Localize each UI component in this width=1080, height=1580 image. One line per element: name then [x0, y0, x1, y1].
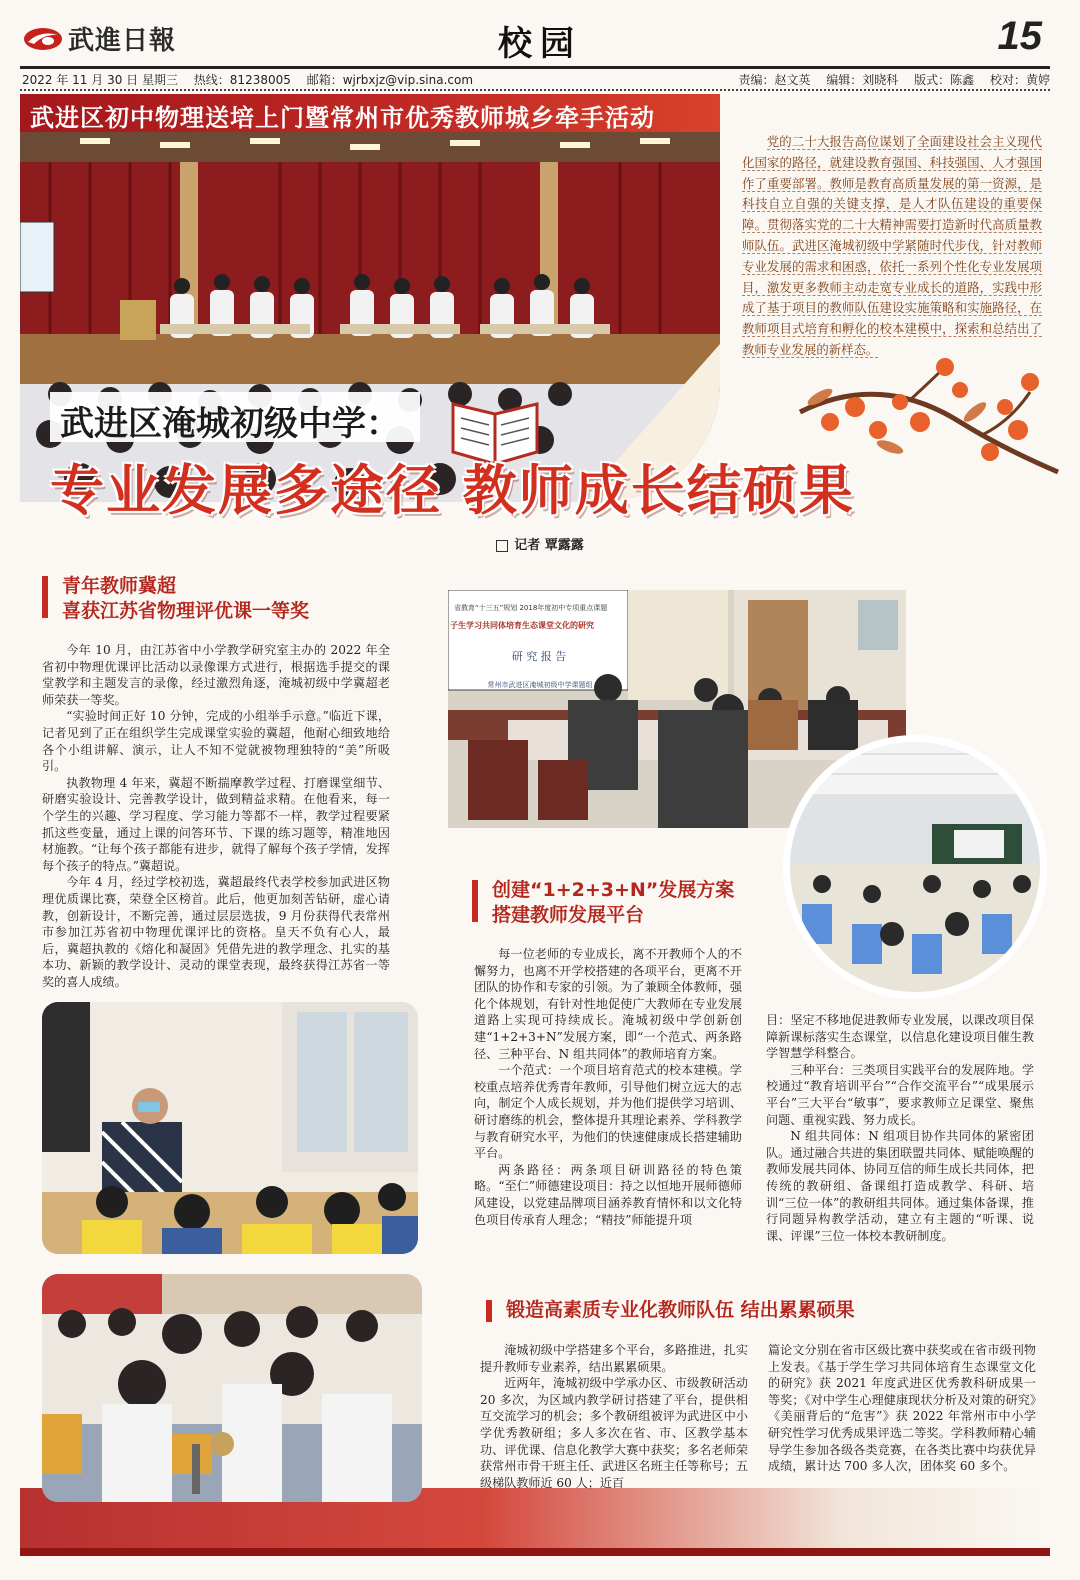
section1-paragraph: 今年 4 月，经过学校初选，冀超最终代表学校参加武进区物理优质课比赛，荣登全区榜首。此后，他更加刻苦钻研，虚心请教，创新设计，不断完善，通过层层选拔，9 月份获得代表常州市参加江苏省初中物理优课评比的资格。皇天不负有心人，最后，冀超执教的《熔化和凝固》凭借先进的教学理念、扎实的基本功、新颖的教学设计、灵动的课堂表现，最终获得江苏省一等奖的喜人成绩。: [42, 875, 390, 989]
issue-date: 2022 年 11 月 30 日 星期三: [22, 73, 178, 87]
lead-text: 党的二十大报告高位谋划了全面建设社会主义现代化国家的路径，就建设教育强国、科技强国、人才强国作了重要部署。教师是教育高质量发展的第一资源，是科技自立自强的关键支撑，是人才队伍建设的重要保障。贯彻落实党的二十大精神需要打造新时代高质量教师队伍。武进区淹城初级中学紧随时代步伐，针对教师专业发展的需求和困惑，依托一系列个性化专业发展项目，激发更多教师主动走宽专业成长的道路，实践中形成了基于项目的教师队伍建设实施策略和实施路径，在教师项目式培育和孵化的校本建模中，探索和总结出了教师专业发展的新样态。: [742, 134, 1042, 357]
masthead-rule: [20, 66, 1050, 69]
credit-copy-editor: 编辑：刘晓科: [826, 73, 899, 87]
byline-text: 记者 覃露露: [514, 538, 584, 553]
section1-heading-line2: 喜获江苏省物理评优课一等奖: [62, 600, 310, 622]
section2-paragraph: N 组共同体：N 组项目协作共同体的紧密团队。通过融合共进的集团联盟共同体、赋能唤醒的教师发展共同体、协同互信的师生成长共同体，把传统的教研组、备课组打造成教学、科研、培训“三位一体”的教研组共同体。通过集体备课，推行同题异构教学活动，建立有主题的“听课、说课、评课”三位一体校本教研制度。: [766, 1129, 1034, 1243]
main-headline: 专业发展多途径 教师成长结硕果: [50, 459, 855, 522]
event-banner-text: 武进区初中物理送培上门暨常州市优秀教师城乡牵手活动: [30, 104, 655, 132]
newspaper-name: 武進日報: [68, 26, 177, 56]
headline-kicker: 武进区淹城初级中学：: [60, 405, 400, 443]
byline-box-icon: [496, 540, 508, 552]
credit-proofreader: 校对：黄婷: [989, 73, 1050, 87]
section2-heading-bar: [472, 880, 478, 922]
section3-paragraph: 淹城初级中学搭建多个平台，多路推进，扎实提升教师专业素养，结出累累硕果。: [480, 1343, 748, 1374]
hotline: 热线：81238005: [193, 73, 291, 87]
section3-body-col2: [768, 1342, 1036, 1475]
event-banner: [20, 94, 720, 132]
section1-heading-line1: 青年教师冀超: [62, 575, 177, 597]
lead-paragraph: [742, 132, 1042, 382]
section2-heading: [492, 878, 734, 928]
section1-paragraph: 执教物理 4 年来，冀超不断揣摩教学过程、打磨课堂细节、研磨实验设计、完善教学设计，做到精益求精。在他看来，每一个学生的兴趣、学习程度、学习能力等都不一样，教学过程要紧抓这些变量，通过上课的问答环节、下课的练习题等，精准地因材施教。“让每个孩子都能有进步，就得了解每个孩子学情，发挥每个孩子的特点。”冀超说。: [42, 775, 390, 873]
meeting-screen-topline: 省教育“十三五”规划 2018年度初中专项重点课题: [454, 604, 608, 612]
section2-paragraph: 两条路径：两条项目研训路径的特色策略。“至仁”师德建设项目：持之以恒地开展师德师风建设，以党建品牌项目涵养教育情怀和以文化特色项目传承育人理念；“精技”师能提升项: [474, 1162, 742, 1227]
teacher-in-class-photo: [42, 1002, 418, 1254]
credit-editor: 责编：赵文英: [738, 73, 811, 87]
newspaper-logo-icon: [22, 26, 64, 52]
section1-heading-bar: [42, 576, 48, 618]
teacher-seminar-round-photo: [782, 734, 1048, 1000]
meeting-screen-org: 常州市武进区淹城初级中学课题组: [487, 681, 593, 689]
section1-paragraph: “实验时间正好 10 分钟，完成的小组举手示意。”临近下课，记者见到了正在组织学生完成课堂实验的冀超，他耐心细致地给各个小组讲解、演示，让人不知不觉就被物理独特的“美”所吸引。: [42, 709, 390, 774]
section2-paragraph: 目：坚定不移地促进教师专业发展，以课改项目保障新课标落实生态课堂，以信息化建设项目催生教学智慧学科整合。: [766, 1013, 1034, 1061]
section2-heading-line2: 搭建教师发展平台: [492, 904, 645, 926]
section1-body: [42, 642, 390, 990]
email: 邮箱：wjrbxjz@vip.sina.com: [306, 73, 474, 87]
credit-layout: 版式：陈鑫: [914, 73, 975, 87]
section2-body-col1: [474, 946, 742, 1228]
section3-heading: 锻造高素质专业化教师队伍 结出累累硕果: [506, 1299, 855, 1321]
section3-paragraph: 篇论文分别在省市区级比赛中获奖或在省市级刊物上发表。《基于学生学习共同体培育生态课堂文化的研究》获 2021 年度武进区优秀教科研成果一等奖；《对中学生心理健康现状分析及对策的研究》《美丽背后的“危害”》获 2022 年常州市中小学研究性学习优秀成果评选二等奖。学科教师精心辅导学生参加各级各类竞赛，在各类比赛中均获优异成绩，累计达 700 多人次，团体奖 60 多个。: [768, 1343, 1036, 1474]
meeting-screen-subtitle: 研 究 报 告: [511, 650, 567, 663]
section3-body-col1: [480, 1342, 748, 1491]
footer-strip: [20, 1548, 1050, 1556]
section2-heading-line1: 创建“1+2+3+N”发展方案: [492, 879, 735, 901]
lab-experiment-photo: [42, 1274, 422, 1502]
byline: [0, 534, 1080, 553]
section1-heading: [62, 574, 309, 624]
section2-paragraph: 每一位老师的专业成长，离不开教师个人的不懈努力，也离不开学校搭建的各项平台，更离不开团队的协作和专家的引领。为了兼顾全体教师，强化个体规划，有针对性地促使广大教师在专业发展道路上实现可持续成长。淹城初级中学创新创建“1+2+3+N”发展方案，即“一个范式、两条路径、三种平台、N 组共同体”的教师培育方案。: [474, 947, 742, 1061]
section1-paragraph: 今年 10 月，由江苏省中小学教学研究室主办的 2022 年全省初中物理优课评比活动以录像课方式进行，根据选手提交的课堂教学和主题发言的录像，经过激烈角逐，淹城初级中学冀超老师荣获一等奖。: [42, 643, 390, 707]
section2-paragraph: 三种平台：三类项目实践平台的发展阵地。学校通过“教育培训平台”“合作交流平台”“成果展示平台”三大平台“敏事”，要求教师立足课堂、聚焦问题、重视实践、努力成长。: [766, 1062, 1034, 1127]
section2-paragraph: 一个范式：一个项目培育范式的校本建模。学校重点培养优秀青年教师，引导他们树立远大的志向，制定个人成长规划，并为他们提供学习培训、研讨磨练的机会，整体提升其理论素养、学科教学与教育研究水平，为他们的快速健康成长搭建辅助平台。: [474, 1063, 742, 1161]
page-number: 15: [997, 14, 1042, 58]
masthead-dotted-rule: [20, 89, 1050, 91]
staff-credits: [726, 71, 1050, 88]
section3-heading-bar: [486, 1300, 492, 1322]
meeting-screen-title: 子生学习共同体培育生态课堂文化的研究: [450, 621, 594, 630]
issue-info: [22, 71, 485, 88]
section2-body-col2: [766, 1012, 1034, 1244]
section-title: 校园: [498, 24, 582, 64]
section3-paragraph: 近两年，淹城初级中学承办区、市级教研活动 20 多次，为区域内教学研讨搭建了平台，提供相互交流学习的机会；多个教研组被评为武进区中小学优秀教研组；多人多次在省、市、区教学基本功、评优课、信息化教学大赛中获奖；多名老师荣获常州市骨干班主任、武进区名班主任等称号；五级梯队教师近 60 人；近百: [480, 1376, 748, 1490]
